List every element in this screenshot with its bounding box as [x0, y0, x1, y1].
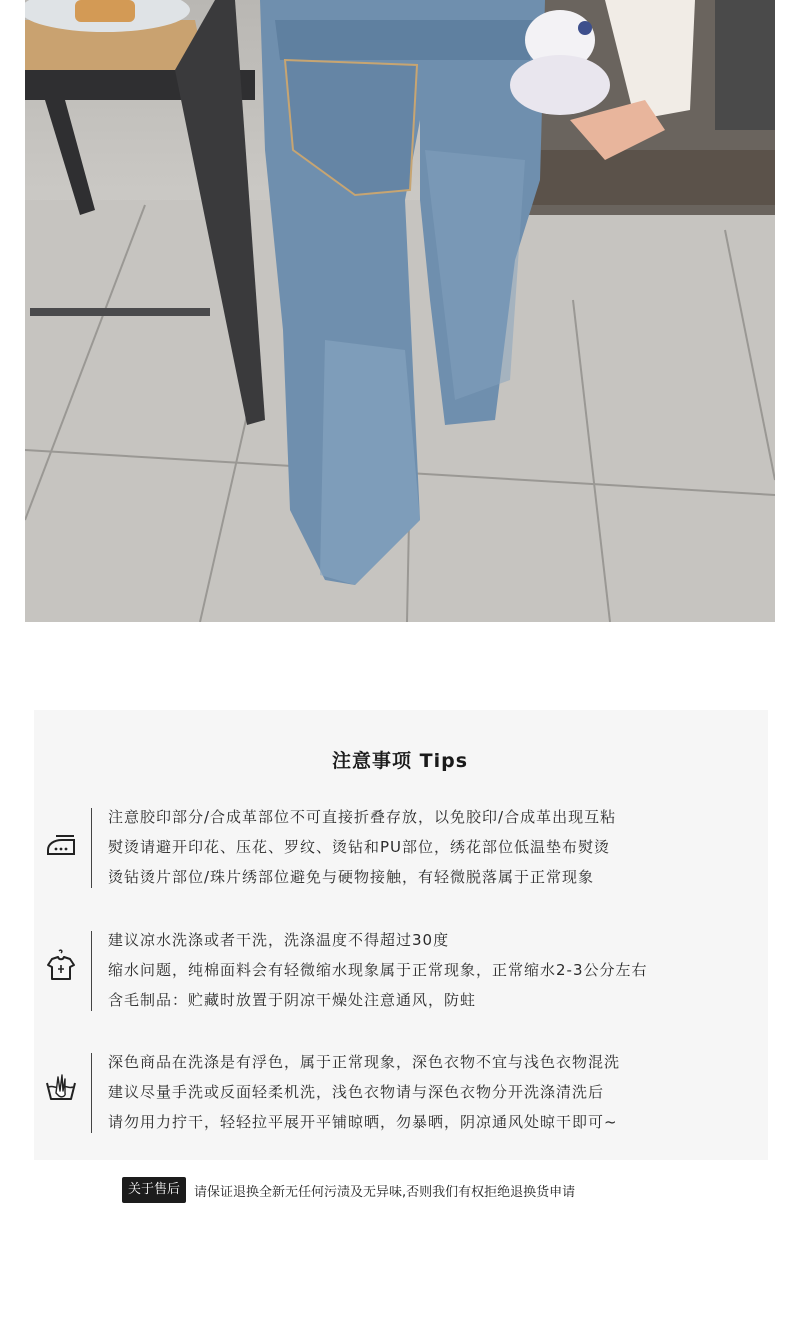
tips-section-washing: [0, 925, 800, 1015]
after-sales-note: 请保证退换全新无任何污渍及无异味,否则我们有权拒绝退换货申请: [194, 1184, 576, 1200]
tip-text: 请勿用力拧干，轻轻拉平展开平铺晾晒，勿暴晒，阴凉通风处晾干即可~: [108, 1113, 618, 1131]
divider-line: [91, 808, 92, 888]
tip-text: 建议尽量手洗或反面轻柔机洗，浅色衣物请与深色衣物分开洗涤清洗后: [108, 1083, 605, 1101]
tip-text: 缩水问题，纯棉面料会有轻微缩水现象属于正常现象，正常缩水2-3公分左右: [108, 961, 648, 979]
tip-text: 熨烫请避开印花、压花、罗纹、烫钻和PU部位，绣花部位低温垫布熨烫: [108, 838, 611, 856]
tip-text: 含毛制品：贮藏时放置于阴凉干燥处注意通风，防蛀: [108, 991, 477, 1009]
tips-section-ironing: [0, 802, 800, 892]
tips-section-handwash: [0, 1047, 800, 1137]
after-sales-row: [122, 1175, 575, 1205]
divider-line: [91, 1053, 92, 1133]
dry-shirt-icon: [44, 949, 78, 983]
tip-text: 深色商品在洗涤是有浮色，属于正常现象，深色衣物不宜与浅色衣物混洗: [108, 1053, 621, 1071]
tips-title: 注意事项 Tips: [332, 750, 468, 772]
tip-text: 注意胶印部分/合成革部位不可直接折叠存放，以免胶印/合成革出现互粘: [108, 808, 617, 826]
product-photo: [25, 0, 775, 622]
tips-lines: [108, 1047, 620, 1137]
divider-line: [91, 931, 92, 1011]
tips-lines: [108, 925, 648, 1015]
iron-icon: [44, 828, 78, 862]
tips-lines: [108, 802, 616, 892]
tip-text: 建议凉水洗涤或者干洗，洗涤温度不得超过30度: [108, 931, 450, 949]
after-sales-badge: 关于售后: [122, 1177, 186, 1203]
hand-wash-icon: [44, 1071, 78, 1105]
product-photo-illustration: [25, 0, 775, 622]
tip-text: 烫钻烫片部位/珠片绣部位避免与硬物接触，有轻微脱落属于正常现象: [108, 868, 595, 886]
